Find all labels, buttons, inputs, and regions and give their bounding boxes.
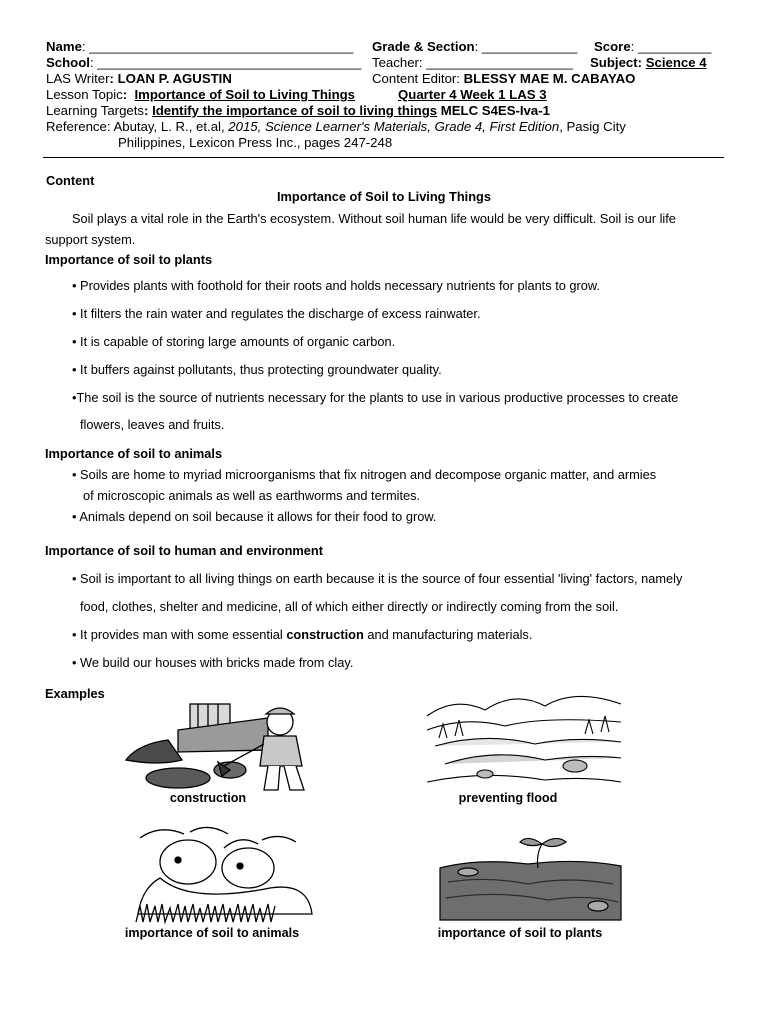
construction-illustration — [118, 700, 333, 792]
teacher-blank[interactable]: : ____________________ — [418, 55, 573, 70]
header-row-school — [46, 55, 361, 71]
header-quarter — [398, 87, 547, 103]
header-grade — [372, 39, 577, 55]
plants-item: •The soil is the source of nutrients necessary for the plants to use in various productive processes to create — [72, 390, 679, 405]
content-label: Content — [46, 173, 95, 188]
construction-bold: construction — [286, 627, 364, 642]
targets-colon: : — [144, 103, 149, 118]
name-label: Name — [46, 39, 82, 54]
subject-value: Science 4 — [645, 55, 707, 70]
human-item: food, clothes, shelter and medicine, all of which either directly or indirectly coming from the soil. — [80, 599, 619, 614]
header-editor — [372, 71, 635, 87]
score-label: Score — [594, 39, 631, 54]
header-teacher — [372, 55, 573, 71]
writer-label: LAS Writer — [46, 71, 110, 86]
header-row-name — [46, 39, 353, 55]
plants-heading: Importance of soil to plants — [45, 252, 213, 267]
header-subject — [590, 55, 707, 71]
bricks-item: • We build our houses with bricks made from clay. — [72, 655, 354, 670]
plants-item: • It buffers against pollutants, thus protecting groundwater quality. — [72, 362, 442, 377]
editor-label: Content Editor: — [372, 71, 464, 86]
goats-illustration — [130, 818, 320, 924]
header-row-reference — [46, 119, 626, 135]
animals-item: of microscopic animals as well as earthworms and termites. — [83, 488, 421, 503]
example-caption-plants: importance of soil to plants — [437, 926, 603, 940]
school-blank[interactable]: : ____________________________________ — [89, 55, 362, 70]
plants-item: • It filters the rain water and regulates the discharge of excess rainwater. — [72, 306, 481, 321]
melc-code: MELC S4ES-Iva-1 — [437, 103, 550, 118]
intro-line-2: support system. — [45, 232, 136, 247]
header-row-targets — [46, 103, 550, 119]
examples-label: Examples — [45, 686, 105, 701]
animals-item: • Animals depend on soil because it allows for their food to grow. — [72, 509, 437, 524]
grade-label: Grade & Section — [372, 39, 475, 54]
name-blank[interactable]: : ____________________________________ — [81, 39, 354, 54]
plants-item: flowers, leaves and fruits. — [80, 417, 225, 432]
seedling-soil-illustration — [438, 832, 623, 922]
ref-tail: , Pasig City — [559, 119, 626, 134]
example-caption-preventing-flood: preventing flood — [458, 791, 558, 805]
targets-label: Learning Targets — [46, 103, 144, 118]
topic-value: Importance of Soil to Living Things — [134, 87, 356, 102]
topic-label: Lesson Topic — [46, 87, 123, 102]
header-row-writer — [46, 71, 232, 87]
subject-label: Subject: — [590, 55, 643, 70]
human-heading: Importance of soil to human and environment — [45, 543, 324, 558]
ref-label: Reference: Abutay, L. R., et.al, — [46, 119, 229, 134]
writer-value: : LOAN P. AGUSTIN — [109, 71, 232, 86]
header-reference-line2: Philippines, Lexicon Press Inc., pages 247-248 — [118, 135, 393, 150]
quarter-value: Quarter 4 Week 1 LAS 3 — [398, 87, 547, 102]
flood-landscape-illustration — [425, 686, 623, 788]
intro-line-1: Soil plays a vital role in the Earth's ecosystem. Without soil human life would be very difficult. Soil is our life — [72, 211, 676, 226]
ref-italic: 2015, Science Learner's Materials, Grade 4, First Edition — [228, 119, 560, 134]
school-label: School — [46, 55, 90, 70]
header-row-topic — [46, 87, 355, 103]
example-caption-construction: construction — [169, 791, 247, 805]
construction-post: and manufacturing materials. — [363, 627, 533, 642]
score-blank[interactable]: : __________ — [630, 39, 712, 54]
targets-value: Identify the importance of soil to living things — [152, 103, 438, 118]
animals-item: • Soils are home to myriad microorganisms that fix nitrogen and decompose organic matter, and armies — [72, 467, 657, 482]
construction-item — [72, 627, 532, 643]
header-divider — [43, 157, 724, 158]
header-score — [594, 39, 711, 55]
plants-item: • Provides plants with foothold for their roots and holds necessary nutrients for plants to grow. — [72, 278, 601, 293]
content-title: Importance of Soil to Living Things — [277, 189, 491, 204]
animals-heading: Importance of soil to animals — [45, 446, 223, 461]
construction-pre: • It provides man with some essential — [72, 627, 287, 642]
plants-item: • It is capable of storing large amounts of organic carbon. — [72, 334, 396, 349]
editor-value: BLESSY MAE M. CABAYAO — [463, 71, 636, 86]
human-item: • Soil is important to all living things on earth because it is the source of four essential 'living' factors, namely — [72, 571, 683, 586]
topic-colon: : — [122, 87, 128, 102]
example-caption-animals: importance of soil to animals — [124, 926, 300, 940]
teacher-label: Teacher — [372, 55, 419, 70]
grade-blank[interactable]: : _____________ — [474, 39, 578, 54]
